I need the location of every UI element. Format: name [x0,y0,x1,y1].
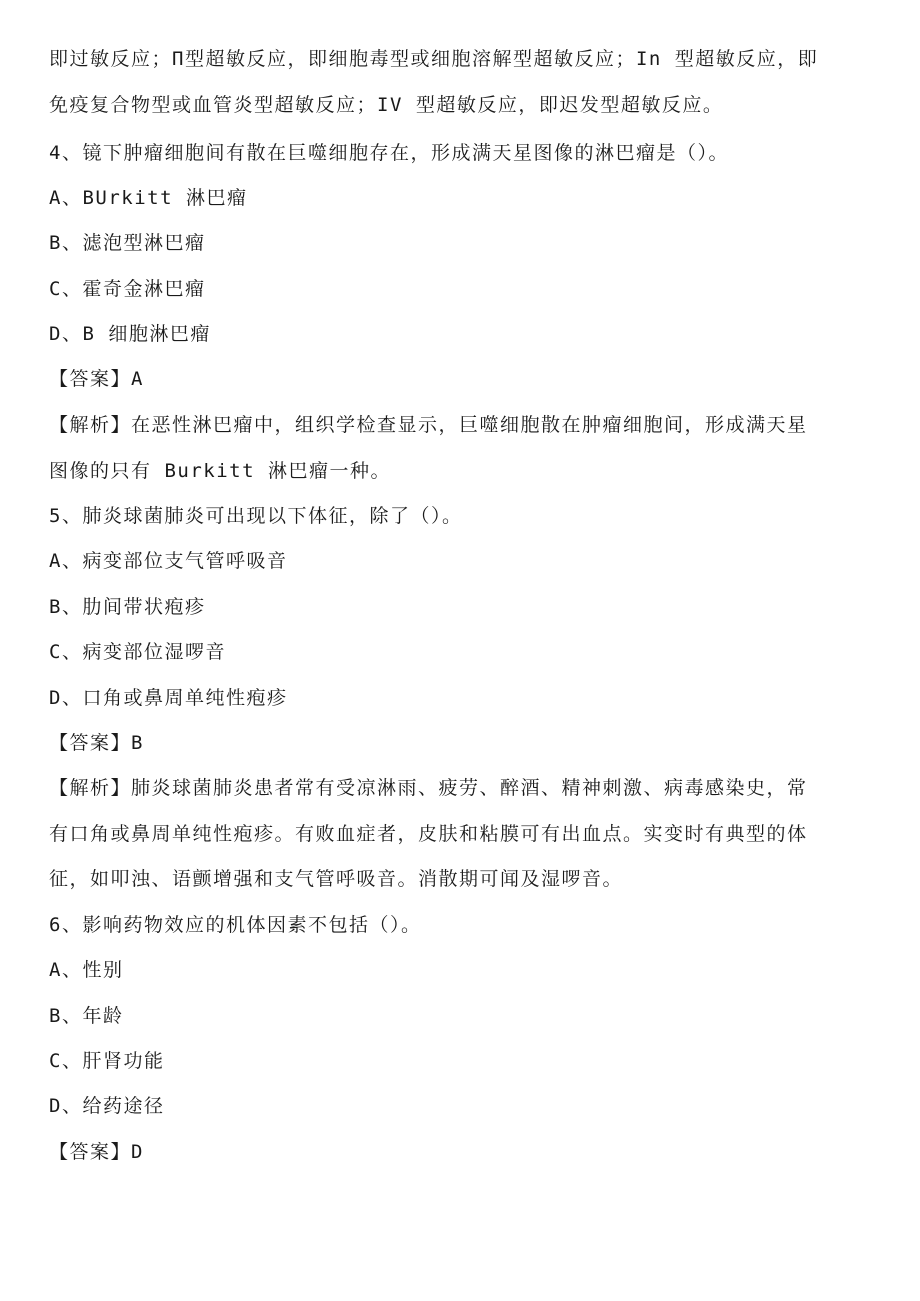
question-5-option-d: D、口角或鼻周单纯性疱疹 [49,687,288,709]
question-6: 6、影响药物效应的机体因素不包括（）。 [49,914,422,936]
question-4-answer: 【答案】A [49,368,144,390]
question-5: 5、肺炎球菌肺炎可出现以下体征，除了（）。 [49,505,463,527]
question-4-option-d: D、B 细胞淋巴瘤 [49,323,211,345]
question-5-explanation-line-3: 征，如叩浊、语颤增强和支气管呼吸音。消散期可闻及湿啰音。 [49,868,624,890]
question-4: 4、镜下肿瘤细胞间有散在巨噬细胞存在，形成满天星图像的淋巴瘤是（）。 [49,142,729,164]
question-5-option-c: C、病变部位湿啰音 [49,641,226,663]
question-6-option-a: A、性别 [49,959,124,981]
question-4-explanation-line-1: 【解析】在恶性淋巴瘤中，组织学检查显示，巨噬细胞散在肿瘤细胞间，形成满天星 [49,414,808,436]
question-6-option-b: B、年龄 [49,1005,124,1027]
question-6-option-d: D、给药途径 [49,1095,165,1117]
question-4-option-a: A、BUrkitt 淋巴瘤 [49,187,248,209]
text-line-type-one-three-reactions: 即过敏反应；Π型超敏反应，即细胞毒型或细胞溶解型超敏反应；In 型超敏反应，即 [49,48,819,70]
question-5-option-b: B、肋间带状疱疹 [49,596,206,618]
question-4-explanation-line-2: 图像的只有 Burkitt 淋巴瘤一种。 [49,460,391,482]
text-line-type-four-reaction: 免疫复合物型或血管炎型超敏反应；IV 型超敏反应，即迟发型超敏反应。 [49,94,724,116]
question-4-option-b: B、滤泡型淋巴瘤 [49,232,206,254]
question-6-option-c: C、肝肾功能 [49,1050,165,1072]
question-6-answer: 【答案】D [49,1141,144,1163]
question-4-option-c: C、霍奇金淋巴瘤 [49,278,206,300]
question-5-answer: 【答案】B [49,732,144,754]
question-5-explanation-line-2: 有口角或鼻周单纯性疱疹。有败血症者，皮肤和粘膜可有出血点。实变时有典型的体 [49,823,808,845]
question-5-option-a: A、病变部位支气管呼吸音 [49,550,288,572]
question-5-explanation-line-1: 【解析】肺炎球菌肺炎患者常有受凉淋雨、疲劳、醉酒、精神刺激、病毒感染史，常 [49,777,808,799]
